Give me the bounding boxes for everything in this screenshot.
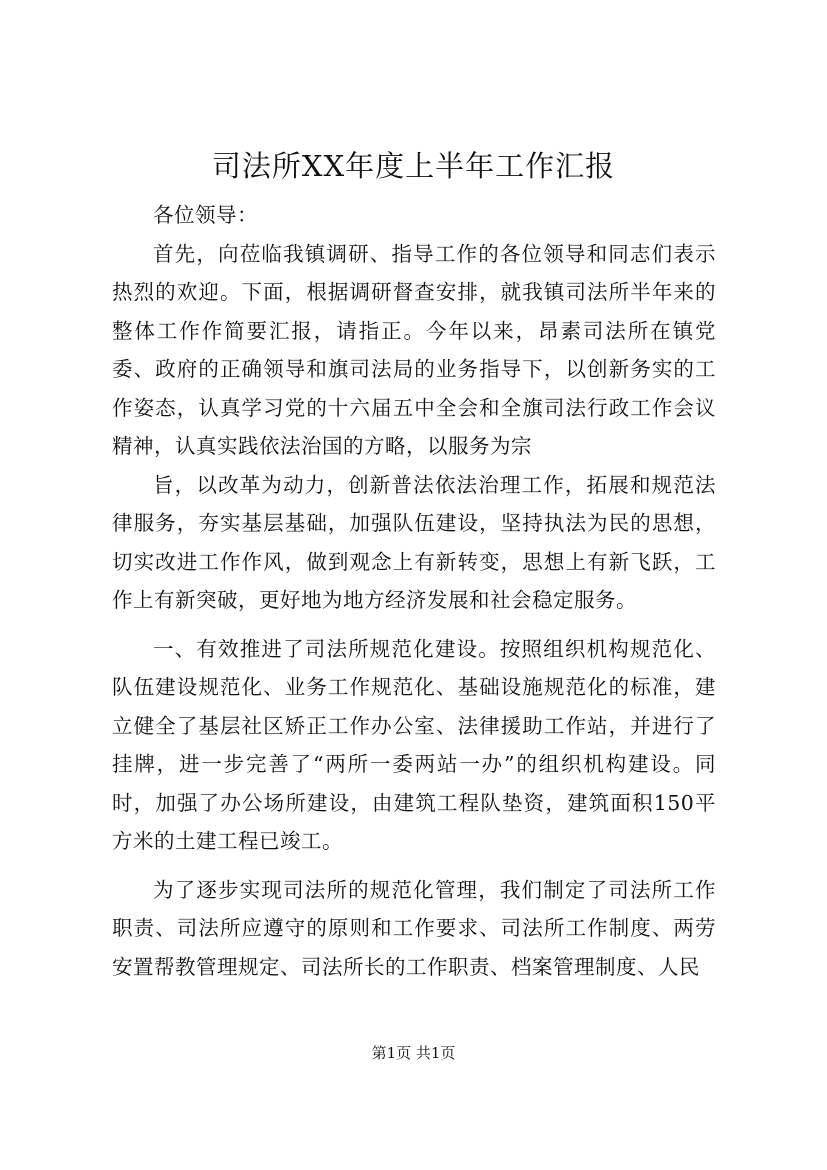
paragraph-intro: 首先，向莅临我镇调研、指导工作的各位领导和同志们表示热烈的欢迎。下面，根据调研督查安排，就我镇司法所半年来的整体工作作简要汇报，请指正。今年以来，昂素司法所在镇党委、政府的正确领导和旗司法局的业务指导下，以创新务实的工作姿态，认真学习党的十六届五中全会和全旗司法行政工作会议精神，认真实践依法治国的方略，以服务为宗 xyxy=(112,241,716,458)
paragraph-section-one: 一、有效推进了司法所规范化建设。按照组织机构规范化、队伍建设规范化、业务工作规范化、基础设施规范化的标准，建立健全了基层社区矫正工作办公室、法律援助工作站，并进行了挂牌，进一步完善了“两所一委两站一办”的组织机构建设。同时，加强了办公场所建设，由建筑工程队垫资，建筑面积150平方米的土建工程已竣工。 xyxy=(112,636,716,853)
document-body xyxy=(112,196,716,986)
paragraph-purpose: 旨，以改革为动力，创新普法依法治理工作，拓展和规范法律服务，夯实基层基础，加强队伍建设，坚持执法为民的思想，切实改进工作作风，做到观念上有新转变，思想上有新飞跃，工作上有新突破，更好地为地方经济发展和社会稳定服务。 xyxy=(112,472,716,612)
salutation: 各位领导： xyxy=(153,203,258,227)
document-title: 司法所XX年度上半年工作汇报 xyxy=(211,149,616,183)
page-footer: 第1页 共1页 xyxy=(371,1044,456,1062)
paragraph-management: 为了逐步实现司法所的规范化管理，我们制定了司法所工作职责、司法所应遵守的原则和工作要求、司法所工作制度、两劳安置帮教管理规定、司法所长的工作职责、档案管理制度、人民 xyxy=(112,877,716,979)
